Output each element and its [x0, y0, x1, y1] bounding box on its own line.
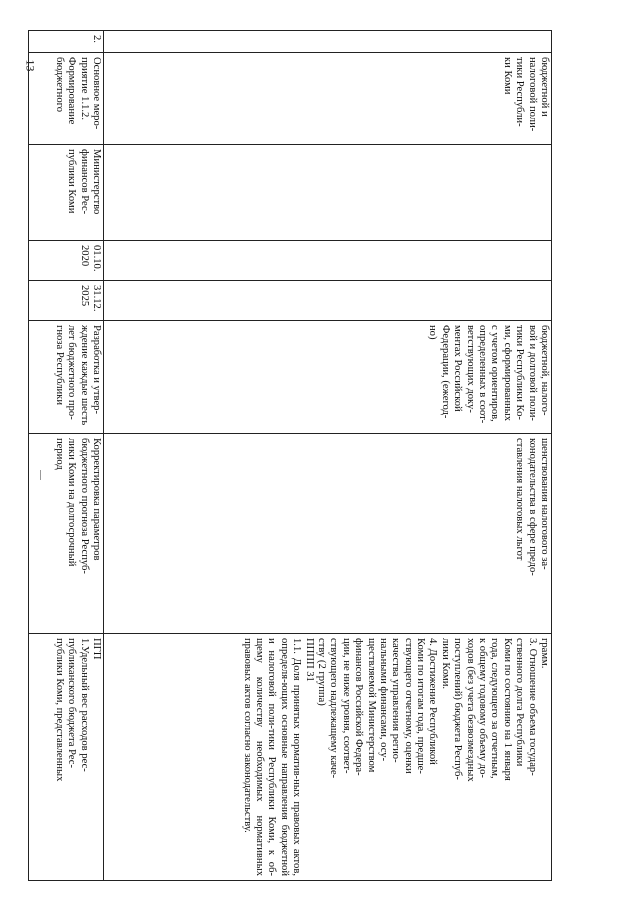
start-date-cell: 01.10. 2020	[29, 241, 104, 281]
scan-mark	[40, 470, 41, 480]
result-short-cell: Разработка и утвер- ждение каждые шесть лет бюджетного про- гноза Республики	[29, 321, 104, 434]
rotated-page-content	[32, 30, 552, 880]
page-number: 13	[23, 59, 38, 72]
indicators-code: ПППП 31	[303, 638, 315, 682]
start-date-cell	[104, 241, 552, 281]
table-row	[29, 31, 104, 881]
indicators-cell: ПГП 1.Удельный вес расходов рес- публиканского бюджета Рес- публики Коми, представленных	[29, 634, 104, 881]
program-table	[28, 30, 552, 881]
end-date-cell: 31.12. 2025	[29, 281, 104, 321]
indicators-text: грамм. 3. Отношение объема государ- ственного долга Республики Коми по состоянию на 1 января года, следующего за отчетным, к общему годовому объему до- ходов (без учета безвозмездных поступлений) бюджета Респуб- лики Коми. 4. Достижение Республикой Коми по итогам года, предше- ствующего отчетному, оценки качества управления регио- нальными финансами, осу- ществляемой Министерством финансов Российской Федера- ции, не ниже уровня, соответ- ствующего надлежащему каче- ству (2 группа)	[315, 638, 550, 782]
event-cell: бюджетной и налоговой поли- тики Республи- ки Коми	[104, 53, 552, 145]
result-short-cell: бюджетной, налого- вой и долговой поли- тики Республики Ко- ми, сформированных с учетом ориентиров, определенных в соот- ветствующих доку- ментах Российской Федерации, (ежегод- но)	[104, 321, 552, 434]
indicators-cell	[104, 634, 552, 881]
end-date-cell	[104, 281, 552, 321]
responsible-cell: Министерство финансов Рес- публики Коми	[29, 145, 104, 241]
result-long-cell: шенствования налогового за- конодательства в сфере предо- ставления налоговых льгот	[104, 434, 552, 634]
responsible-cell	[104, 145, 552, 241]
row-number-cell	[104, 31, 552, 53]
event-cell: Основное меро- приятие 1.1.2. Формирование бюджетного	[29, 53, 104, 145]
table-row	[104, 31, 552, 881]
row-number-cell: 2.	[29, 31, 104, 53]
result-long-cell: Корректировка параметров бюджетного прогноза Респуб- лики Коми на долгосрочный период	[29, 434, 104, 634]
indicators-more: 1.1. Доля принятых норматив-ных правовых актов, определя-ющих основные направления бюджетной и налоговой поли-тики Республики Коми, к об-щему количеству необходимых нормативных правовых актов согласно законодательству.	[241, 638, 303, 876]
